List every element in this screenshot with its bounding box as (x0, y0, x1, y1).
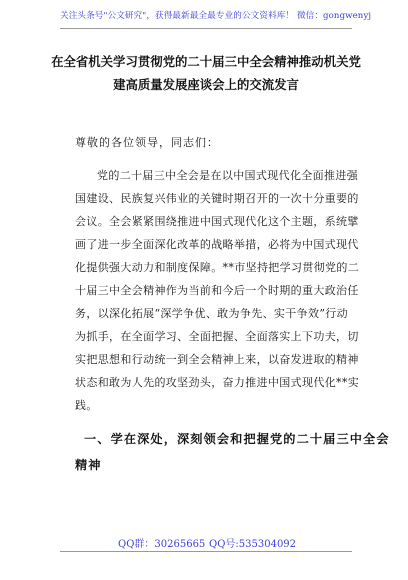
paragraph-line: 务，以深化拓展“深学争优、敢为争先、实干争效”行动 (75, 307, 348, 320)
paragraph-line: 国建设、民族复兴伟业的关键时期召开的一次十分重要的 (75, 192, 359, 205)
paragraph-line: 党的二十届三中全会是在以中国式现代化全面推进强 (97, 169, 359, 182)
header-banner: 关注头条号"公文研究"，获得最新最全最专业的公文资料库！ 微信：gongwenyj (60, 11, 372, 21)
paragraph-line: 践。 (75, 399, 98, 412)
salutation: 尊敬的各位领导，同志们： (75, 136, 219, 149)
paragraph-line: 为抓手，在全面学习、全面把握、全面落实上下功夫，切 (75, 330, 359, 343)
paragraph-line: 化提供强大动力和制度保障。**市坚持把学习贯彻党的二 (75, 261, 360, 274)
paragraph-line: 十届三中全会精神作为当前和今后一个时期的重大政治任 (75, 284, 359, 297)
paragraph-line: 实把思想和行动统一到全会精神上来，以奋发进取的精神 (75, 353, 359, 366)
header-divider (60, 28, 352, 29)
footer-qq-group: QQ群：30265665 (118, 539, 206, 550)
document-title-line-1: 在全省机关学习贯彻党的二十届三中全会精神推动机关党 (51, 54, 361, 69)
footer-divider (60, 551, 352, 552)
paragraph-line: 会议。全会紧紧围绕推进中国式现代化这个主题，系统擘 (75, 215, 359, 228)
footer-qq-number: QQ号:535304092 (209, 539, 297, 550)
section-heading-line-1: 一、学在深处，深刻领会和把握党的二十届三中全会 (84, 432, 390, 446)
section-heading-line-2: 精神 (75, 458, 102, 472)
footer (0, 535, 408, 549)
document-title-line-2: 建高质量发展座谈会上的交流发言 (113, 77, 299, 92)
paragraph-line: 画了进一步全面深化改革的战略举措，必将为中国式现代 (75, 238, 359, 251)
paragraph-line: 状态和敢为人先的攻坚劲头，奋力推进中国式现代化**实 (75, 376, 360, 389)
